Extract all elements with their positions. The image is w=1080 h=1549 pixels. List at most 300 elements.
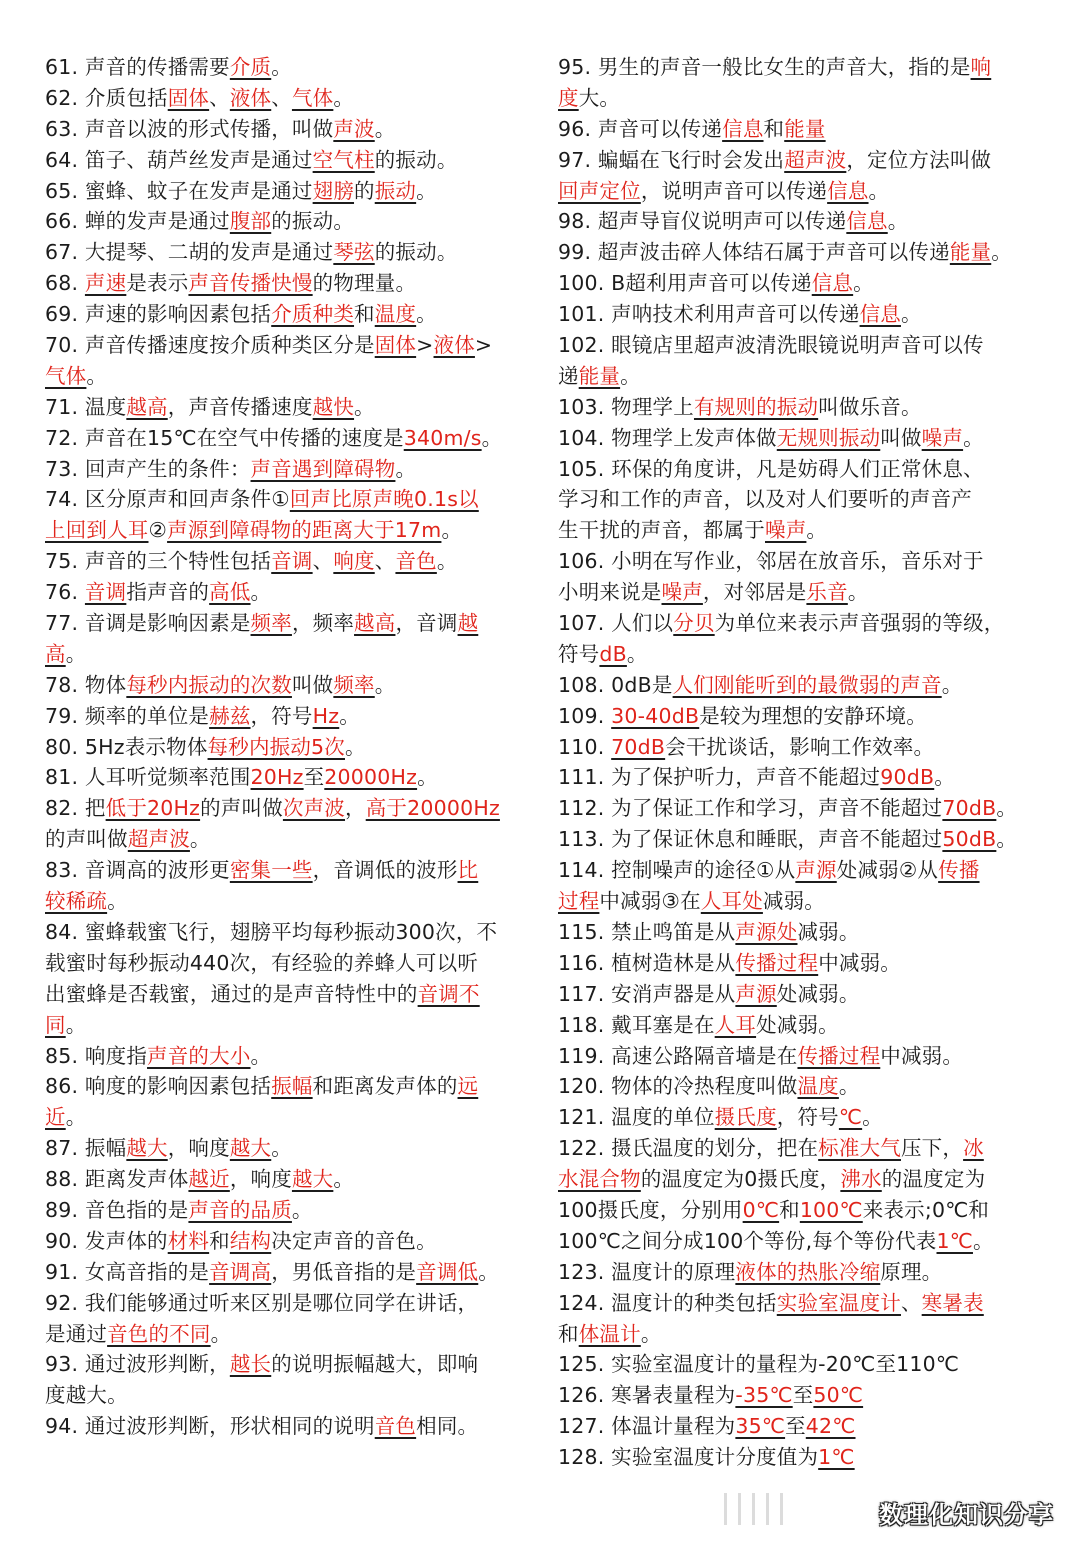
text-line: [45, 793, 537, 824]
answer-text: 标准大气: [818, 1136, 901, 1161]
question-text: 99. 超声波击碎人体结石属于声音可以传递: [558, 240, 950, 265]
answer-text: 过程: [558, 889, 600, 914]
answer-text: 水混合物: [558, 1167, 641, 1192]
text-line: [558, 670, 1048, 701]
text-line: [558, 1041, 1048, 1072]
text-line: [45, 484, 537, 515]
question-text: 原理。: [880, 1259, 943, 1284]
answer-text: 0℃: [742, 1197, 780, 1222]
answer-text: Hz: [312, 703, 340, 728]
question-text: 中减弱。: [818, 950, 901, 975]
question-text: 。: [416, 178, 437, 203]
text-line: [45, 423, 537, 454]
question-text: 。: [847, 580, 869, 605]
text-line: [45, 824, 537, 855]
text-line: [558, 979, 1048, 1010]
text-line: [45, 330, 537, 361]
question-text: 处减弱②从: [836, 858, 939, 883]
answer-text: 1℃: [818, 1445, 855, 1470]
answer-text: 超声波: [784, 147, 847, 172]
question-text: 、: [374, 549, 396, 574]
question-text: 101. 声呐技术利用声音可以传递: [558, 302, 860, 327]
question-text: >: [416, 333, 434, 358]
question-text: 64. 笛子、葫芦丝发声是通过: [45, 147, 313, 172]
question-text: 72. 声音在15℃在空气中传播的速度是: [45, 425, 404, 450]
answer-text: 高低: [209, 580, 251, 605]
question-text: 95. 男生的声音一般比女生的声音大，指的是: [558, 55, 971, 79]
answer-text: 实验室温度计: [776, 1290, 901, 1315]
question-text: 103. 物理学上: [558, 394, 694, 419]
text-line: [558, 732, 1048, 763]
right-column: [558, 52, 1048, 1473]
text-line: [45, 206, 537, 237]
question-text: 107. 人们以: [558, 611, 674, 636]
text-line: [45, 979, 537, 1010]
answer-text: 1℃: [936, 1228, 973, 1253]
answer-text: 越: [457, 611, 479, 636]
question-text: ，声音传播速度: [167, 394, 313, 419]
question-text: 。: [210, 1321, 232, 1346]
answer-text: 超声波: [127, 827, 190, 852]
answer-text: 越大: [229, 1136, 272, 1161]
text-line: [558, 948, 1048, 979]
question-text: 83. 音调高的波形更: [45, 858, 230, 883]
text-line: [45, 515, 537, 546]
question-text: 的: [354, 178, 375, 203]
question-text: 。: [441, 518, 463, 543]
answer-text: 音色: [395, 549, 437, 574]
question-text: 大。: [578, 85, 621, 110]
question-text: 。: [887, 209, 909, 234]
text-line: [558, 762, 1048, 793]
question-text: 。: [620, 363, 641, 388]
answer-text: 翅膀: [312, 178, 355, 203]
answer-text: 越大: [291, 1167, 334, 1192]
question-text: 71. 温度: [45, 394, 127, 419]
text-line: [558, 1102, 1048, 1133]
answer-text: 固体: [167, 85, 210, 110]
text-line: [558, 793, 1048, 824]
text-line: [45, 732, 537, 763]
text-line: [45, 577, 537, 608]
text-line: [558, 176, 1048, 207]
question-text: 。: [626, 641, 648, 666]
answer-text: 声源: [735, 981, 777, 1006]
text-line: [558, 1319, 1048, 1350]
question-text: 63. 声音以波的形式传播，叫做: [45, 116, 334, 141]
answer-text: 信息: [859, 302, 901, 327]
question-text: 。: [416, 302, 437, 327]
text-line: [45, 114, 537, 145]
answer-text: 响度: [333, 549, 375, 574]
text-line: [558, 83, 1048, 114]
question-text: 。: [345, 734, 366, 759]
question-text: 127. 体温计量程为: [558, 1414, 736, 1439]
answer-text: 气体: [45, 363, 87, 388]
question-text: 117. 安消声器是从: [558, 981, 736, 1006]
answer-text: 音调低: [416, 1259, 479, 1284]
text-line: [45, 639, 537, 670]
answer-text: 20000Hz: [324, 765, 418, 790]
question-text: 。: [934, 765, 955, 790]
question-text: 79. 频率的单位是: [45, 703, 210, 728]
answer-text: 音色: [374, 1414, 417, 1439]
answer-text: 70dB: [942, 796, 997, 821]
question-text: 。: [250, 1043, 272, 1068]
text-line: [558, 145, 1048, 176]
answer-text: 噪声: [921, 425, 964, 450]
question-text: 和: [558, 1321, 579, 1346]
text-line: [558, 515, 1048, 546]
text-line: [45, 237, 537, 268]
question-text: 指声音的: [126, 580, 210, 605]
answer-text: 声音的大小: [147, 1043, 251, 1068]
answer-text: 度: [558, 85, 579, 110]
answer-text: 声源: [795, 858, 837, 883]
question-text: 102. 眼镜店里超声波清洗眼镜说明声音可以传: [558, 333, 984, 358]
question-text: 的温度定为0摄氏度，: [640, 1167, 841, 1192]
answer-text: 声音传播快慢: [188, 271, 313, 296]
question-text: 104. 物理学上发声体做: [558, 425, 777, 450]
text-line: [558, 639, 1048, 670]
text-line: [45, 1164, 537, 1195]
question-text: 。: [991, 240, 1012, 265]
text-line: [45, 1133, 537, 1164]
question-text: 123. 温度计的原理: [558, 1259, 736, 1284]
text-line: [45, 145, 537, 176]
answer-text: 无规则振动: [776, 425, 881, 450]
watermark-bar: [752, 1493, 755, 1525]
question-text: 122. 摄氏温度的划分，把在: [558, 1136, 819, 1161]
question-text: 的振动。: [374, 147, 458, 172]
question-text: 、: [312, 549, 334, 574]
watermark-bar: [724, 1493, 727, 1525]
answer-text: 近: [45, 1105, 66, 1130]
answer-text: 远: [457, 1074, 479, 1099]
question-text: ，符号: [776, 1105, 839, 1130]
question-text: 为单位来表示声音强弱的等级，: [714, 611, 1005, 636]
text-line: [558, 454, 1048, 485]
answer-text: 50℃: [813, 1383, 864, 1408]
answer-text: 人耳: [714, 1012, 757, 1037]
question-text: 68.: [45, 271, 85, 296]
text-line: [45, 1041, 537, 1072]
text-line: [45, 361, 537, 392]
text-line: [45, 1102, 537, 1133]
text-line: [45, 392, 537, 423]
answer-text: dB: [599, 641, 627, 666]
text-line: [558, 330, 1048, 361]
text-line: [45, 1226, 537, 1257]
question-text: ，响度: [167, 1136, 230, 1161]
question-text: 是表示: [126, 271, 189, 296]
question-text: 82. 把: [45, 796, 106, 821]
question-text: 学习和工作的声音，以及对人们要听的声音产: [558, 487, 972, 512]
question-text: >: [474, 333, 493, 358]
question-text: 。: [838, 1074, 860, 1099]
question-text: 88. 距离发声体: [45, 1167, 189, 1192]
question-text: 叫做: [291, 672, 334, 697]
text-line: [45, 1257, 537, 1288]
question-text: 。: [478, 1259, 499, 1284]
question-text: 98. 超声导盲仪说明声可以传递: [558, 209, 847, 234]
answer-text: 20Hz: [250, 765, 304, 790]
question-text: 70. 声音传播速度按介质种类区分是: [45, 333, 375, 358]
question-text: 。: [374, 116, 396, 141]
answer-text: 高于20000Hz: [365, 796, 500, 821]
question-text: 110.: [558, 734, 612, 759]
text-line: [45, 1195, 537, 1226]
question-text: 中减弱。: [880, 1043, 964, 1068]
question-text: 。: [868, 178, 890, 203]
question-text: 78. 物体: [45, 672, 127, 697]
question-text: 77. 音调是影响因素是: [45, 611, 251, 636]
question-text: 。: [107, 889, 128, 914]
question-text: 。: [271, 55, 292, 79]
answer-text: 液体的热胀冷缩: [735, 1259, 881, 1284]
question-text: 叫做: [880, 425, 922, 450]
question-text: 126. 寒暑表量程为: [558, 1383, 736, 1408]
answer-text: 振幅: [271, 1074, 313, 1099]
text-line: [45, 1411, 537, 1442]
question-text: 的温度定为: [881, 1167, 986, 1192]
question-text: 62. 介质包括: [45, 85, 168, 110]
question-text: 减弱。: [762, 889, 826, 914]
question-text: 65. 蜜蜂、蚊子在发声是通过: [45, 178, 313, 203]
text-line: [558, 855, 1048, 886]
text-line: [558, 546, 1048, 577]
question-text: 109.: [558, 703, 612, 728]
answer-text: 音调: [271, 549, 313, 574]
answer-text: 90dB: [880, 765, 935, 790]
answer-text: 结构: [229, 1228, 272, 1253]
answer-text: 传播过程: [797, 1043, 881, 1068]
answer-text: 高: [45, 641, 66, 666]
answer-text: 声音遇到障碍物: [250, 456, 396, 481]
question-text: 91. 女高音指的是: [45, 1259, 210, 1284]
question-text: 。: [291, 1197, 313, 1222]
answer-text: 赫兹: [209, 703, 251, 728]
answer-text: 声源到障碍物的距离大于17m: [167, 518, 442, 543]
question-text: 的振动。: [374, 240, 458, 265]
answer-text: 空气柱: [312, 147, 375, 172]
question-text: 73. 回声产生的条件：: [45, 456, 251, 481]
question-text: ，对邻居是: [702, 580, 807, 605]
question-text: 66. 蝉的发声是通过: [45, 209, 230, 234]
question-text: 81. 人耳听觉频率范围: [45, 765, 251, 790]
question-text: ，符号: [250, 703, 313, 728]
question-text: 出蜜蜂是否载蜜，通过的是声音特性中的: [45, 981, 418, 1006]
question-text: 119. 高速公路隔音墙是在: [558, 1043, 798, 1068]
answer-text: 回声定位: [558, 178, 641, 203]
answer-text: 传播过程: [735, 950, 819, 975]
answer-text: 较稀疏: [45, 889, 108, 914]
question-text: 小明来说是: [558, 580, 662, 605]
answer-text: 同: [45, 1012, 66, 1037]
text-line: [558, 1257, 1048, 1288]
text-line: [45, 762, 537, 793]
question-text: 。: [271, 1136, 292, 1161]
question-text: 114. 控制噪声的途径①从: [558, 858, 796, 883]
question-text: 的说明振幅越大，即响: [271, 1352, 479, 1377]
answer-text: 传播: [938, 858, 980, 883]
question-text: 。: [862, 1105, 883, 1130]
question-text: 是较为理想的安静环境。: [699, 703, 927, 728]
question-text: 96. 声音可以传递: [558, 116, 723, 141]
question-text: 80. 5Hz表示物体: [45, 734, 208, 759]
text-line: [558, 1380, 1048, 1411]
answer-text: 频率: [250, 611, 292, 636]
answer-text: 腹部: [229, 209, 272, 234]
answer-text: 噪声: [661, 580, 703, 605]
question-text: 、: [271, 85, 292, 110]
question-text: 87. 振幅: [45, 1136, 127, 1161]
question-text: 相同。: [416, 1414, 479, 1439]
question-text: 压下，: [900, 1136, 964, 1161]
text-line: [558, 1133, 1048, 1164]
question-text: 度越大。: [45, 1383, 128, 1408]
question-text: 。: [86, 363, 108, 388]
question-text: 112. 为了保证工作和学习，声音不能超过: [558, 796, 943, 821]
answer-text: 音调: [84, 580, 127, 605]
answer-text: 分贝: [673, 611, 715, 636]
question-text: 。: [354, 394, 375, 419]
text-line: [45, 1349, 537, 1380]
question-text: 。: [972, 1228, 994, 1253]
question-text: 86. 响度的影响因素包括: [45, 1074, 272, 1099]
answer-text: 能量: [949, 240, 992, 265]
answer-text: 摄氏度: [714, 1105, 777, 1130]
text-line: [558, 423, 1048, 454]
text-line: [45, 917, 537, 948]
question-text: 。: [941, 672, 963, 697]
text-line: [45, 176, 537, 207]
answer-text: 气体: [291, 85, 334, 110]
question-text: ，: [345, 796, 366, 821]
question-text: 来表示;0℃和: [862, 1197, 990, 1222]
question-text: 108. 0dB是: [558, 672, 673, 697]
question-text: 85. 响度指: [45, 1043, 148, 1068]
text-line: [45, 886, 537, 917]
answer-text: 信息: [846, 209, 888, 234]
answer-text: 声源处: [735, 919, 798, 944]
question-text: 叫做乐音。: [818, 394, 922, 419]
text-line: [45, 1380, 537, 1411]
text-line: [558, 701, 1048, 732]
answer-text: 信息: [811, 271, 854, 296]
question-text: 会干扰谈话，影响工作效率。: [665, 734, 935, 759]
answer-text: 340m/s: [403, 425, 482, 450]
answer-text: ℃: [838, 1105, 863, 1130]
question-text: 100. B超利用声音可以传递: [558, 271, 812, 296]
question-text: 至: [303, 765, 325, 790]
question-text: 124. 温度计的种类包括: [558, 1290, 777, 1315]
text-line: [45, 52, 537, 83]
question-text: 决定声音的音色。: [271, 1228, 437, 1253]
answer-text: 越近: [188, 1167, 230, 1192]
question-text: 。: [65, 1012, 87, 1037]
text-line: [558, 1010, 1048, 1041]
answer-text: 冰: [963, 1136, 984, 1161]
question-text: 。: [806, 518, 828, 543]
answer-text: 音色的不同: [107, 1321, 211, 1346]
text-line: [558, 484, 1048, 515]
question-text: 。: [333, 85, 355, 110]
text-line: [45, 268, 537, 299]
question-text: 和: [354, 302, 375, 327]
text-line: [45, 1010, 537, 1041]
text-line: [558, 917, 1048, 948]
text-line: [45, 1071, 537, 1102]
question-text: 。: [65, 641, 87, 666]
answer-text: 寒暑表: [921, 1290, 984, 1315]
answer-text: 信息: [722, 116, 764, 141]
answer-text: 沸水: [840, 1167, 882, 1192]
question-text: 。: [900, 302, 922, 327]
question-text: 113. 为了保证休息和睡眠，声音不能超过: [558, 827, 943, 852]
question-text: 递: [558, 363, 579, 388]
answer-text: 声音的品质: [188, 1197, 292, 1222]
answer-text: 音调不: [417, 981, 480, 1006]
question-text: 111. 为了保护听力，声音不能超过: [558, 765, 881, 790]
question-text: 的振动。: [271, 209, 355, 234]
answer-text: 35℃: [735, 1414, 786, 1439]
question-text: 。: [963, 425, 984, 450]
question-text: 118. 戴耳塞是在: [558, 1012, 715, 1037]
question-text: 。: [374, 672, 396, 697]
question-text: 76.: [45, 580, 85, 605]
question-text: 的物理量。: [312, 271, 417, 296]
question-text: 。: [481, 425, 503, 450]
answer-text: 介质种类: [271, 302, 355, 327]
question-text: 121. 温度的单位: [558, 1105, 715, 1130]
answer-text: 越高: [354, 611, 396, 636]
question-text: 。: [436, 549, 458, 574]
question-text: 至: [792, 1383, 814, 1408]
text-line: [558, 1288, 1048, 1319]
text-line: [558, 1226, 1048, 1257]
text-line: [45, 1288, 537, 1319]
question-text: 69. 声速的影响因素包括: [45, 302, 272, 327]
question-text: 。: [65, 1105, 87, 1130]
question-text: 。: [417, 765, 438, 790]
answer-text: 人耳处: [700, 889, 763, 914]
watermark: [724, 1493, 1054, 1529]
text-line: [45, 1319, 537, 1350]
question-text: ，响度: [229, 1167, 292, 1192]
question-text: ，定位方法叫做: [846, 147, 992, 172]
answer-text: 越长: [229, 1352, 272, 1377]
answer-text: 介质: [229, 55, 272, 79]
answer-text: 体温计: [578, 1321, 641, 1346]
question-text: 。: [853, 271, 874, 296]
question-text: 生干扰的声音，都属于: [558, 518, 765, 543]
text-line: [558, 114, 1048, 145]
answer-text: 越高: [126, 394, 168, 419]
question-text: 。: [339, 703, 360, 728]
question-text: 和: [209, 1228, 230, 1253]
question-text: 、: [900, 1290, 922, 1315]
answer-text: -35℃: [735, 1383, 793, 1408]
answer-text: 有规则的振动: [693, 394, 819, 419]
answer-text: 人们刚能听到的最微弱的声音: [672, 672, 942, 697]
text-line: [558, 52, 1048, 83]
answer-text: 声速: [84, 271, 127, 296]
text-line: [45, 948, 537, 979]
answer-text: 温度: [797, 1074, 839, 1099]
watermark-bar: [738, 1493, 741, 1525]
question-text: ，说明声音可以传递: [640, 178, 828, 203]
